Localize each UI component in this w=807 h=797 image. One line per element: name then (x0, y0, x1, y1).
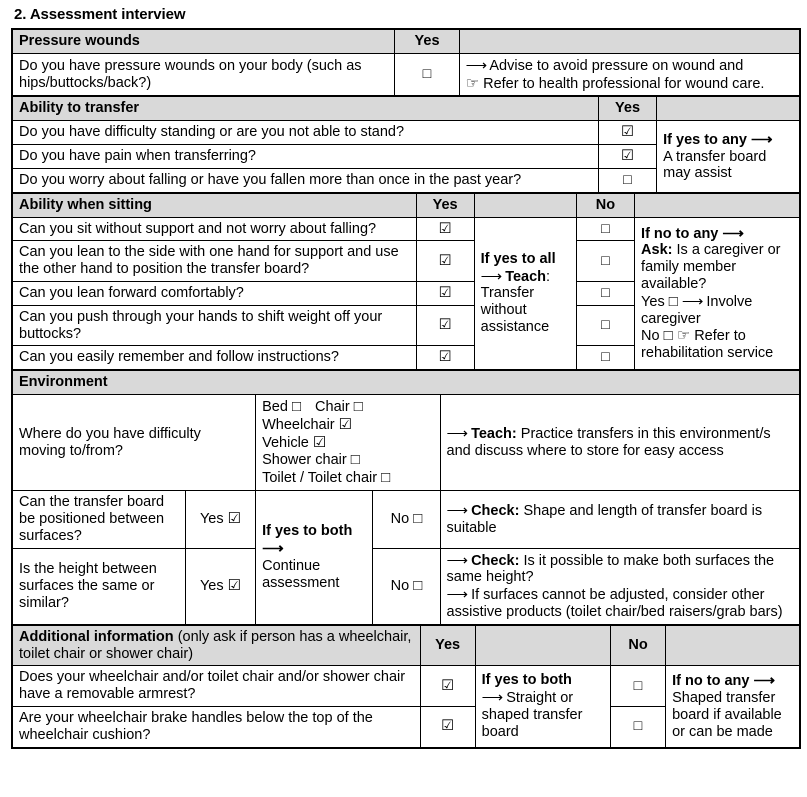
ability-when-sitting-no-advice-no-text: Refer to rehabilitation service (641, 328, 774, 362)
ability-to-transfer-question-2: Do you have pain when transferring? (12, 145, 598, 169)
additional-information-no-checkbox-1[interactable]: □ (610, 666, 665, 707)
ability-when-sitting-no-advice-no-line (641, 327, 793, 362)
ability-when-sitting-no-advice-yes-text: Involve caregiver (641, 293, 753, 327)
ability-when-sitting-no-advice-yes-label: Yes (641, 293, 665, 310)
pressure-wounds-advice-line1-text: Advise to avoid pressure on wound and (489, 57, 744, 74)
ability-when-sitting-question-3: Can you lean forward comfortably? (12, 281, 416, 305)
environment-header-row (12, 370, 800, 394)
additional-information-yes-advice-text-line (482, 689, 604, 740)
ability-when-sitting-yes-checkbox-4[interactable]: ☑ (416, 305, 474, 346)
ability-to-transfer-question-3: Do you worry about falling or have you fallen more than once in the past year? (12, 168, 598, 192)
caregiver-yes-checkbox[interactable]: □ (668, 292, 678, 310)
option-bed-label: Bed (262, 399, 288, 415)
environment-where-question: Where do you have difficulty moving to/from? (12, 395, 256, 491)
ability-to-transfer-table (11, 95, 801, 193)
ability-when-sitting-no-advice-no-label: No (641, 328, 660, 345)
option-toilet-chair-label: Toilet / Toilet chair (262, 470, 378, 487)
ability-when-sitting-table (11, 192, 801, 372)
environment-both-advice (256, 491, 373, 625)
ability-when-sitting-yes-checkbox-1[interactable]: ☑ (416, 217, 474, 241)
environment-table (11, 369, 801, 626)
environment-options-line1 (262, 398, 433, 434)
ability-when-sitting-yes-advice-bold1: If yes to all (480, 250, 556, 267)
right-arrow-icon: ⟶ (722, 224, 743, 242)
ability-to-transfer-advice-bold-line (663, 131, 793, 149)
ability-when-sitting-no-checkbox-4[interactable]: □ (576, 305, 634, 346)
environment-q1-question: Can the transfer board be positioned between surfaces? (12, 491, 185, 548)
environment-q1-no[interactable] (373, 491, 440, 548)
option-shower-chair-label: Shower chair (262, 452, 347, 469)
additional-information-header-rest: (only ask if person has a wheelchair, toilet chair or shower chair) (19, 628, 412, 662)
ability-to-transfer-yes-header: Yes (598, 96, 656, 120)
pressure-wounds-yes-checkbox[interactable]: □ (395, 53, 459, 96)
ability-when-sitting-yes-advice-colon: : (546, 268, 551, 285)
ability-to-transfer-header-row (12, 96, 800, 120)
ability-to-transfer-advice (657, 121, 800, 193)
additional-information-no-checkbox-2[interactable]: □ (610, 707, 665, 748)
additional-information-question-1: Does your wheelchair and/or toilet chair and/or shower chair have a removable armrest? (12, 666, 420, 707)
right-arrow-icon: ⟶ (446, 551, 468, 569)
ability-when-sitting-yes-checkbox-5[interactable]: ☑ (416, 346, 474, 370)
assessment-interview-page (0, 6, 807, 797)
pressure-wounds-header-row (12, 29, 800, 53)
additional-information-header-row (12, 625, 800, 666)
ability-when-sitting-yes-advice-text: Transfer without assistance (480, 285, 550, 336)
ability-when-sitting-no-advice-text1: Is a caregiver or family member available? (641, 242, 781, 293)
option-shower-chair-checkbox[interactable]: □ (350, 451, 360, 469)
additional-information-no-advice-bold: If no to any (672, 673, 750, 690)
environment-header: Environment (12, 370, 800, 394)
environment-q2-advice-line2 (447, 586, 793, 621)
ability-when-sitting-header-spacer-1 (474, 193, 576, 217)
environment-options-line3 (262, 469, 433, 487)
environment-q2-advice (440, 548, 800, 625)
table-row (12, 491, 800, 548)
environment-where-advice-bold: Teach: (471, 426, 517, 443)
ability-when-sitting-question-1: Can you sit without support and not worry about falling? (12, 217, 416, 241)
ability-when-sitting-yes-advice-bold2: Teach (505, 268, 547, 285)
environment-q2-advice-text: Is it possible to make both surfaces the same height? (446, 552, 775, 586)
ability-when-sitting-no-advice-yes-line (641, 293, 793, 328)
environment-q2-yes-label: Yes (199, 578, 224, 595)
option-wheelchair[interactable] (262, 417, 352, 433)
table-row (12, 666, 800, 707)
ability-when-sitting-no-checkbox-3[interactable]: □ (576, 281, 634, 305)
additional-information-header (12, 625, 420, 666)
option-bed-checkbox[interactable]: □ (291, 398, 301, 415)
ability-to-transfer-question-1: Do you have difficulty standing or are you not able to stand? (12, 121, 598, 145)
additional-information-question-2: Are your wheelchair brake handles below the top of the wheelchair cushion? (12, 707, 420, 748)
additional-information-no-advice-bold-line (672, 672, 793, 690)
ability-when-sitting-yes-advice (474, 217, 576, 370)
ability-when-sitting-yes-advice-teach (481, 268, 570, 286)
environment-q2-question: Is the height between surfaces the same or similar? (12, 548, 185, 625)
ability-when-sitting-no-advice-ask (641, 242, 793, 292)
environment-both-advice-bold-line (262, 523, 366, 558)
right-arrow-icon: ⟶ (262, 540, 283, 558)
pressure-wounds-header-spacer (459, 29, 800, 53)
pressure-wounds-advice-line2 (466, 75, 793, 93)
option-vehicle-label: Vehicle (262, 434, 309, 451)
right-arrow-icon: ⟶ (465, 56, 487, 74)
right-arrow-icon: ⟶ (481, 689, 503, 707)
pressure-wounds-advice-line2-text: Refer to health professional for wound care. (483, 75, 765, 92)
environment-q2-no[interactable] (373, 548, 440, 625)
table-row (12, 121, 800, 145)
ability-when-sitting-yes-checkbox-3[interactable]: ☑ (416, 281, 474, 305)
right-arrow-icon: ⟶ (446, 425, 468, 443)
environment-q1-advice-text: Shape and length of transfer board is suitable (446, 502, 763, 536)
ability-when-sitting-no-advice-bold1: If no to any (641, 225, 719, 242)
environment-q2-advice-line1 (447, 552, 793, 587)
environment-q2-yes-checkbox[interactable]: ☑ (227, 577, 242, 595)
environment-options-line2 (262, 434, 433, 470)
additional-information-yes-header: Yes (420, 625, 475, 666)
ability-when-sitting-no-advice (635, 217, 800, 370)
right-arrow-icon: ⟶ (446, 586, 468, 604)
additional-information-no-advice (666, 666, 800, 748)
environment-where-advice-text: Practice transfers in this environment/s and discuss where to store for easy access (446, 426, 771, 460)
environment-both-advice-bold: If yes to both (262, 523, 353, 540)
additional-information-table (11, 624, 801, 749)
ability-when-sitting-no-advice-bold2: Ask: (641, 242, 673, 259)
environment-options (256, 395, 440, 491)
right-arrow-icon: ⟶ (681, 292, 703, 310)
ability-when-sitting-header-row (12, 193, 800, 217)
additional-information-yes-advice-bold: If yes to both (481, 672, 572, 689)
page-title: 2. Assessment interview (14, 6, 186, 23)
table-row (12, 217, 800, 241)
additional-information-yes-advice-text: Straight or shaped transfer board (481, 690, 583, 740)
pointing-hand-icon: ☞ (465, 74, 480, 92)
ability-when-sitting-no-checkbox-5[interactable]: □ (576, 346, 634, 370)
ability-to-transfer-advice-text: A transfer board may assist (663, 148, 767, 182)
option-toilet-chair-checkbox[interactable]: □ (381, 469, 391, 487)
environment-q2-no-checkbox[interactable]: □ (413, 577, 423, 595)
ability-when-sitting-question-2: Can you lean to the side with one hand for support and use the other hand to position the transfer board? (12, 241, 416, 282)
pressure-wounds-table (11, 28, 801, 97)
right-arrow-icon: ⟶ (480, 267, 502, 285)
environment-q1-no-checkbox[interactable]: □ (413, 510, 423, 528)
option-chair-label: Chair (315, 399, 350, 415)
ability-when-sitting-no-checkbox-2[interactable]: □ (576, 241, 634, 282)
environment-where-row (12, 395, 800, 491)
right-arrow-icon: ⟶ (753, 672, 774, 690)
additional-information-header-spacer-1 (475, 625, 610, 666)
environment-q1-advice-bold: Check: (471, 502, 520, 519)
additional-information-yes-checkbox-2[interactable]: ☑ (420, 707, 475, 748)
pointing-hand-icon: ☞ (676, 327, 691, 345)
pressure-wounds-yes-header: Yes (395, 29, 459, 53)
ability-to-transfer-header: Ability to transfer (12, 96, 598, 120)
environment-q1-advice (440, 491, 800, 548)
environment-q2-advice-bold: Check: (471, 552, 520, 569)
option-chair-checkbox[interactable]: □ (353, 398, 363, 415)
option-wheelchair-checkbox[interactable]: ☑ (338, 415, 353, 433)
ability-to-transfer-header-spacer (657, 96, 800, 120)
ability-when-sitting-no-header: No (576, 193, 634, 217)
ability-when-sitting-header-spacer-2 (635, 193, 800, 217)
right-arrow-icon: ⟶ (750, 130, 772, 148)
additional-information-header-bold: Additional information (19, 628, 174, 645)
environment-q2-advice-text2: If surfaces cannot be adjusted, consider other assistive products (toilet chair/bed raisers/grab bars) (446, 587, 783, 620)
additional-information-no-header: No (610, 625, 665, 666)
environment-q1-yes-checkbox[interactable]: ☑ (227, 510, 242, 528)
additional-information-yes-advice (475, 666, 610, 748)
environment-both-advice-text: Continue assessment (262, 557, 340, 591)
pressure-wounds-advice-line1 (466, 57, 793, 75)
ability-to-transfer-yes-checkbox-1[interactable]: ☑ (598, 121, 656, 145)
option-bed[interactable] (262, 399, 301, 415)
environment-q2-yes[interactable] (185, 548, 255, 625)
environment-q1-no-label: No (390, 511, 410, 528)
environment-q2-no-label: No (390, 578, 410, 595)
option-wheelchair-label: Wheelchair (262, 416, 335, 433)
option-vehicle-checkbox[interactable]: ☑ (312, 433, 327, 451)
table-row (12, 548, 800, 625)
environment-where-advice (440, 395, 800, 491)
ability-when-sitting-question-5: Can you easily remember and follow instructions? (12, 346, 416, 370)
environment-q1-yes[interactable] (185, 491, 255, 548)
option-chair[interactable] (315, 399, 363, 415)
pressure-wounds-question: Do you have pressure wounds on your body (such as hips/buttocks/back?) (12, 53, 395, 96)
pressure-wounds-header: Pressure wounds (12, 29, 395, 53)
additional-information-header-spacer-2 (666, 625, 800, 666)
additional-information-no-advice-text: Shaped transfer board if available or can be made (672, 690, 782, 740)
ability-to-transfer-yes-checkbox-3[interactable]: □ (598, 168, 656, 192)
option-toilet-chair[interactable] (262, 470, 390, 486)
ability-when-sitting-yes-checkbox-2[interactable]: ☑ (416, 241, 474, 282)
pressure-wounds-advice (459, 53, 800, 96)
ability-when-sitting-header: Ability when sitting (12, 193, 416, 217)
pressure-wounds-question-row (12, 53, 800, 96)
ability-to-transfer-yes-checkbox-2[interactable]: ☑ (598, 145, 656, 169)
option-vehicle[interactable] (262, 435, 326, 451)
environment-q1-yes-label: Yes (199, 511, 224, 528)
ability-when-sitting-question-4: Can you push through your hands to shift weight off your buttocks? (12, 305, 416, 346)
additional-information-yes-checkbox-1[interactable]: ☑ (420, 666, 475, 707)
option-shower-chair[interactable] (262, 452, 360, 468)
ability-when-sitting-yes-header: Yes (416, 193, 474, 217)
caregiver-no-checkbox[interactable]: □ (663, 327, 673, 345)
ability-when-sitting-no-checkbox-1[interactable]: □ (576, 217, 634, 241)
ability-to-transfer-advice-bold: If yes to any (663, 131, 747, 148)
ability-when-sitting-no-advice-bold-line (641, 225, 793, 243)
right-arrow-icon: ⟶ (446, 501, 468, 519)
